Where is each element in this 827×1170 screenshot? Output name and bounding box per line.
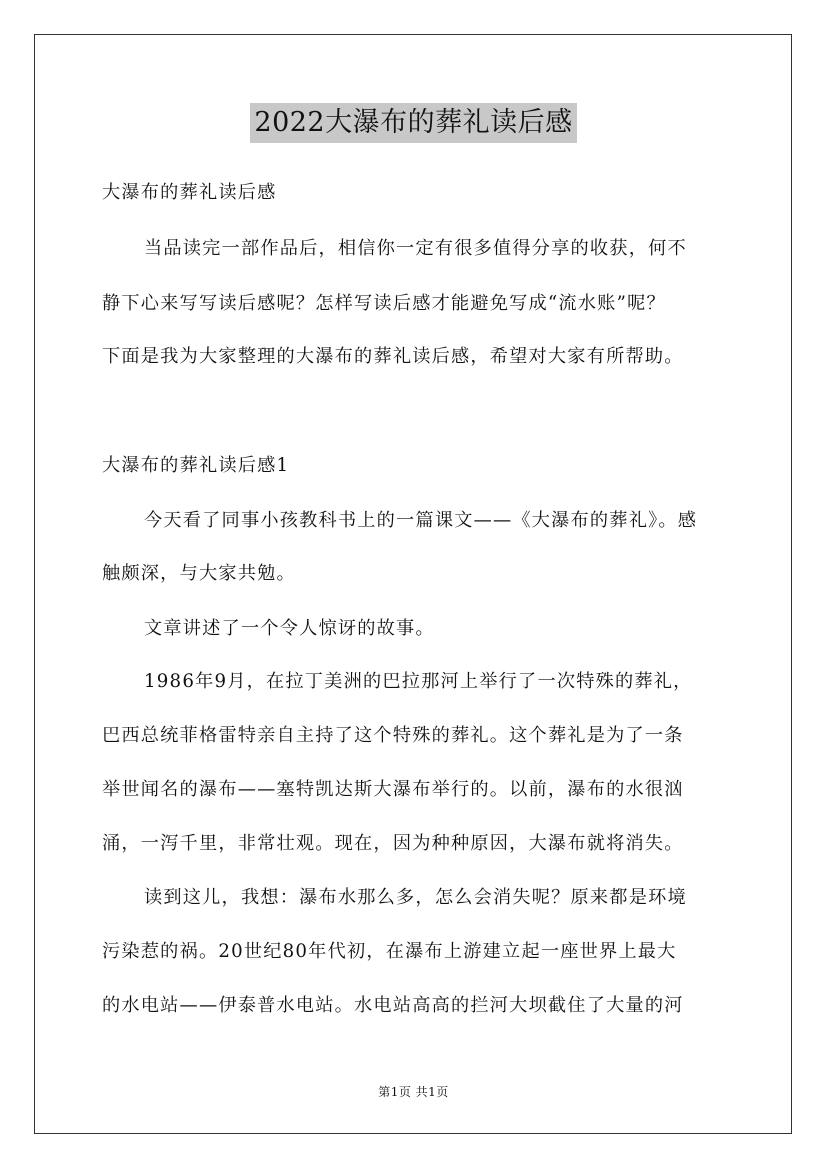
paragraph-line: 举世闻名的瀑布——塞特凯达斯大瀑布举行的。以前，瀑布的水很汹	[102, 779, 684, 800]
subheading: 大瀑布的葬礼读后感	[102, 182, 277, 203]
paragraph-line: 污染惹的祸。20世纪80年代初，在瀑布上游建立起一座世界上最大	[102, 941, 677, 962]
paragraph-line: 读到这儿，我想：瀑布水那么多，怎么会消失呢？原来都是环境	[144, 887, 687, 908]
paragraph-line: 下面是我为大家整理的大瀑布的葬礼读后感，希望对大家有所帮助。	[102, 346, 684, 367]
paragraph-line: 文章讲述了一个令人惊讶的故事。	[144, 618, 435, 639]
paragraph-line: 今天看了同事小孩教科书上的一篇课文——《大瀑布的葬礼》。感	[144, 510, 698, 531]
paragraph-line: 静下心来写写读后感呢？怎样写读后感才能避免写成“流水账”呢？	[102, 293, 666, 314]
paragraph-line: 当品读完一部作品后，相信你一定有很多值得分享的收获，何不	[144, 238, 687, 259]
paragraph-line: 涌，一泻千里，非常壮观。现在，因为种种原因，大瀑布就将消失。	[102, 833, 684, 854]
section-heading: 大瀑布的葬礼读后感1	[102, 455, 290, 476]
document-title: 2022大瀑布的葬礼读后感	[250, 103, 576, 143]
paragraph-line: 巴西总统菲格雷特亲自主持了这个特殊的葬礼。这个葬礼是为了一条	[102, 725, 684, 746]
paragraph-line: 的水电站——伊泰普水电站。水电站高高的拦河大坝截住了大量的河	[102, 995, 684, 1016]
title-container	[0, 103, 827, 143]
paragraph-line: 1986年9月，在拉丁美洲的巴拉那河上举行了一次特殊的葬礼，	[144, 671, 693, 692]
page-number-footer: 第1页 共1页	[378, 1085, 449, 1099]
paragraph-line: 触颇深，与大家共勉。	[102, 563, 296, 584]
